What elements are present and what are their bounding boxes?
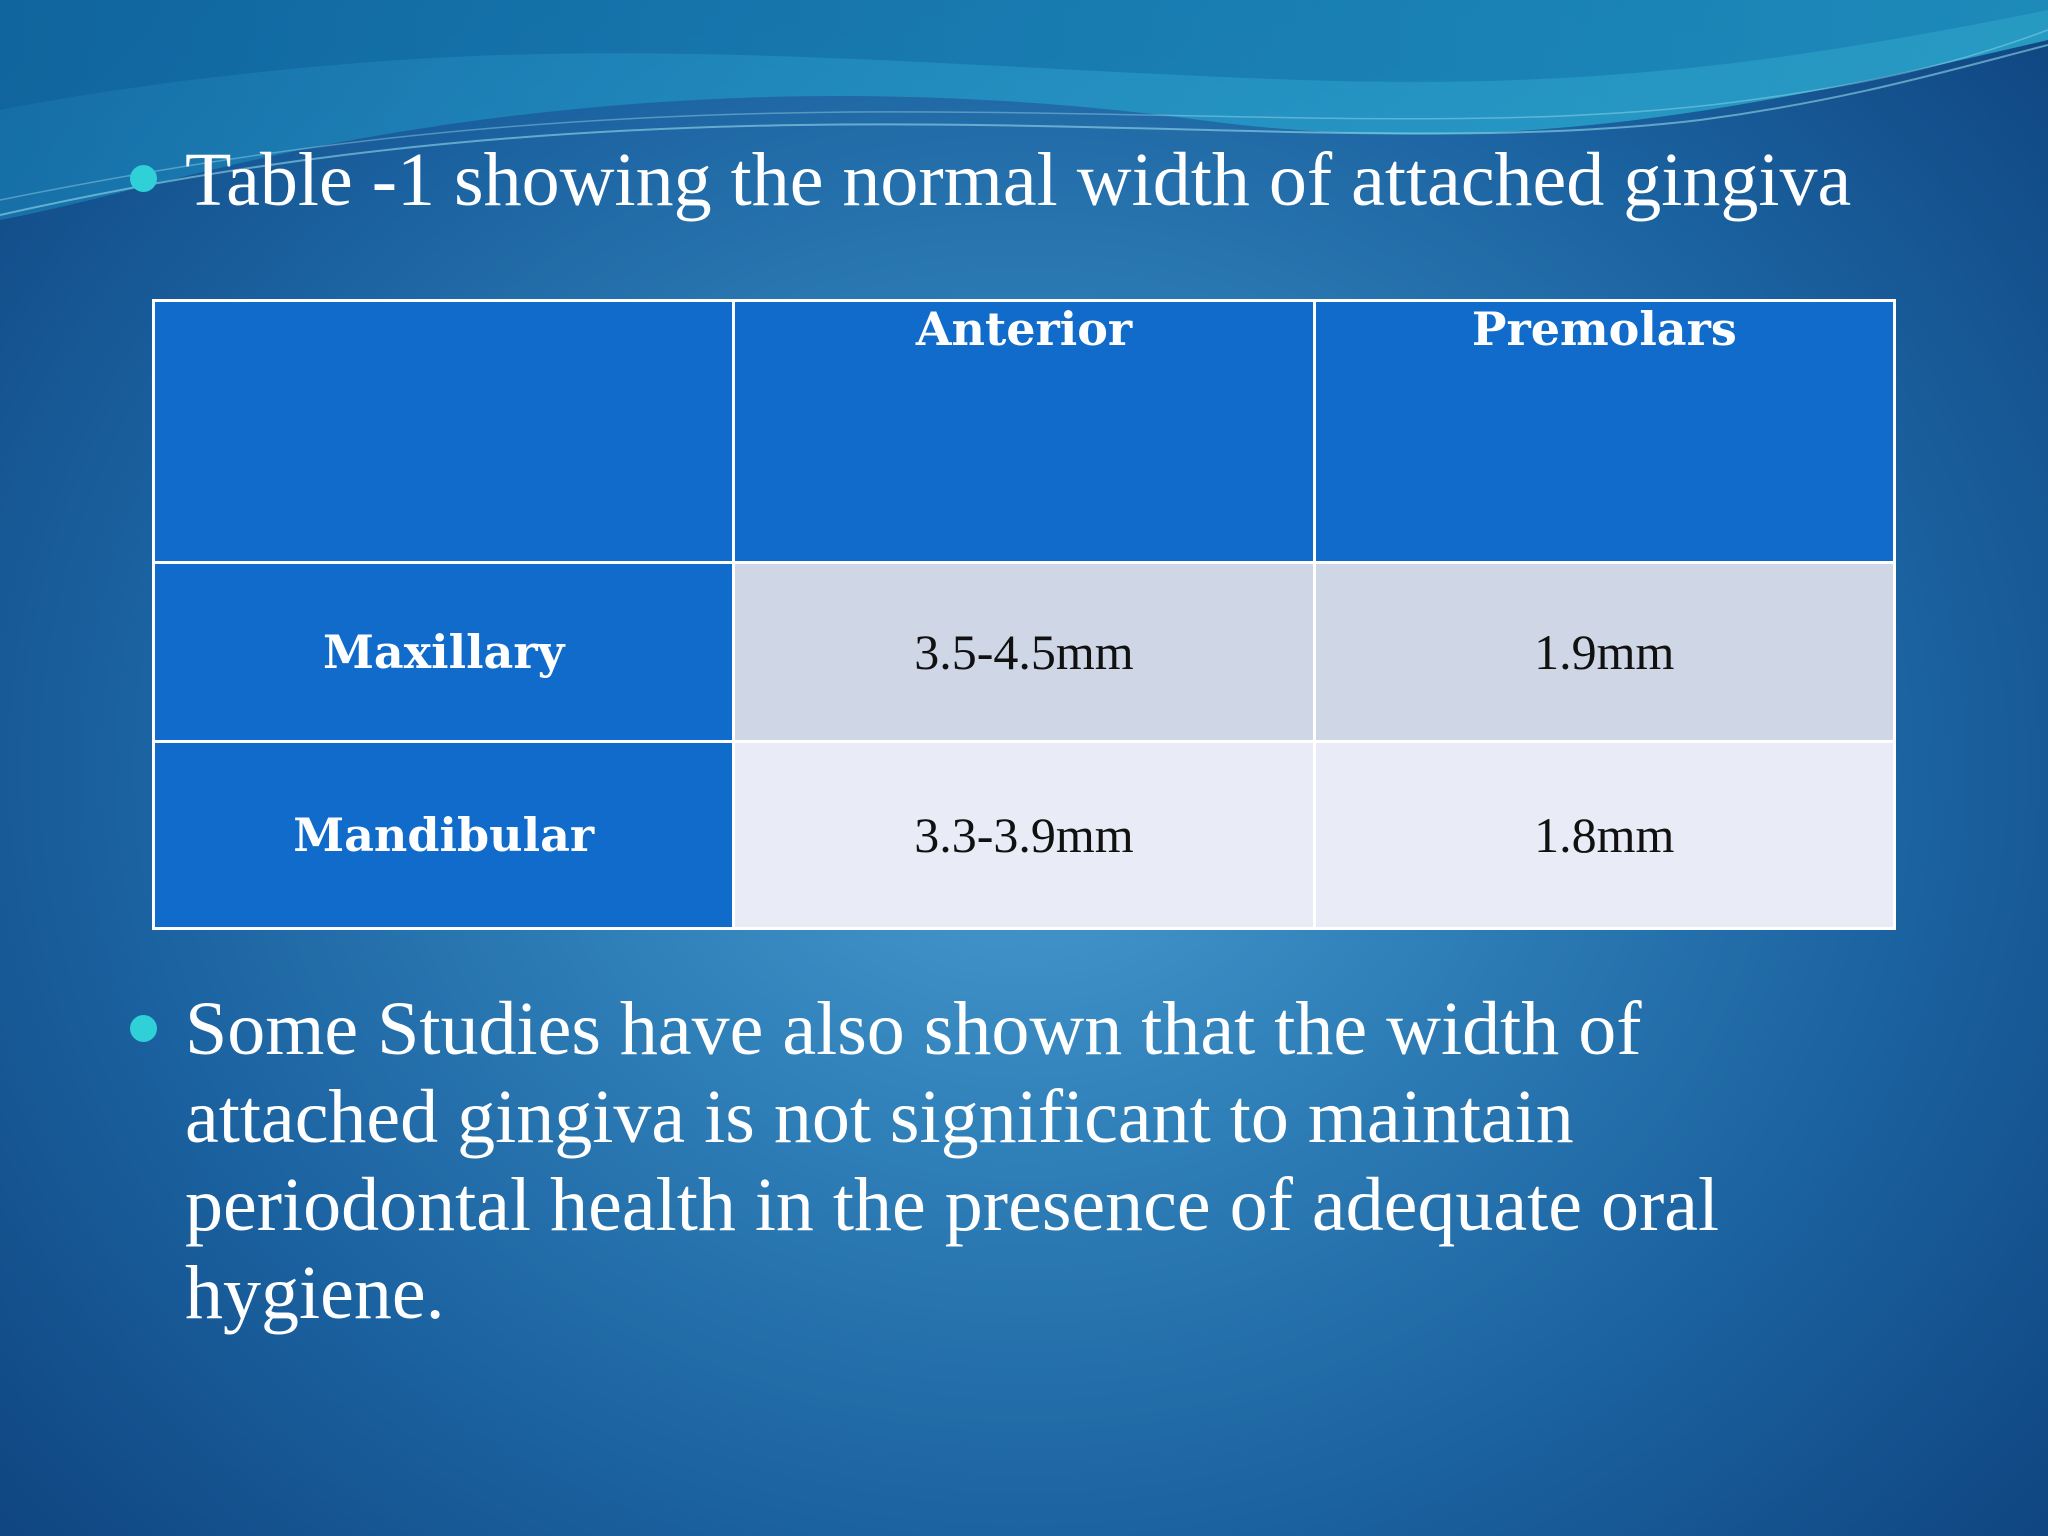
row-header-mandibular: Mandibular	[154, 742, 734, 929]
title-bullet-row	[130, 135, 1851, 225]
slide-title: Table -1 showing the normal width of attached gingiva	[185, 138, 1852, 222]
table-header-row	[154, 301, 1895, 563]
cell-mandibular-premolars: 1.8mm	[1314, 742, 1894, 929]
cell-maxillary-anterior: 3.5-4.5mm	[734, 563, 1314, 742]
bullet-icon	[130, 165, 157, 192]
row-header-maxillary: Maxillary	[154, 563, 734, 742]
column-header-anterior: Anterior	[734, 301, 1314, 563]
column-header-premolars: Premolars	[1314, 301, 1894, 563]
body-paragraph: Some Studies have also shown that the width of attached gingiva is not significant to maintain periodontal health in the presence of adequate oral hygiene.	[185, 987, 1720, 1335]
gingiva-width-table	[152, 299, 1896, 930]
body-bullet-row	[130, 985, 1930, 1337]
cell-maxillary-premolars: 1.9mm	[1314, 563, 1894, 742]
table-corner-cell	[154, 301, 734, 563]
table-row	[154, 563, 1895, 742]
bullet-icon	[130, 1015, 157, 1042]
table-row	[154, 742, 1895, 929]
cell-mandibular-anterior: 3.3-3.9mm	[734, 742, 1314, 929]
